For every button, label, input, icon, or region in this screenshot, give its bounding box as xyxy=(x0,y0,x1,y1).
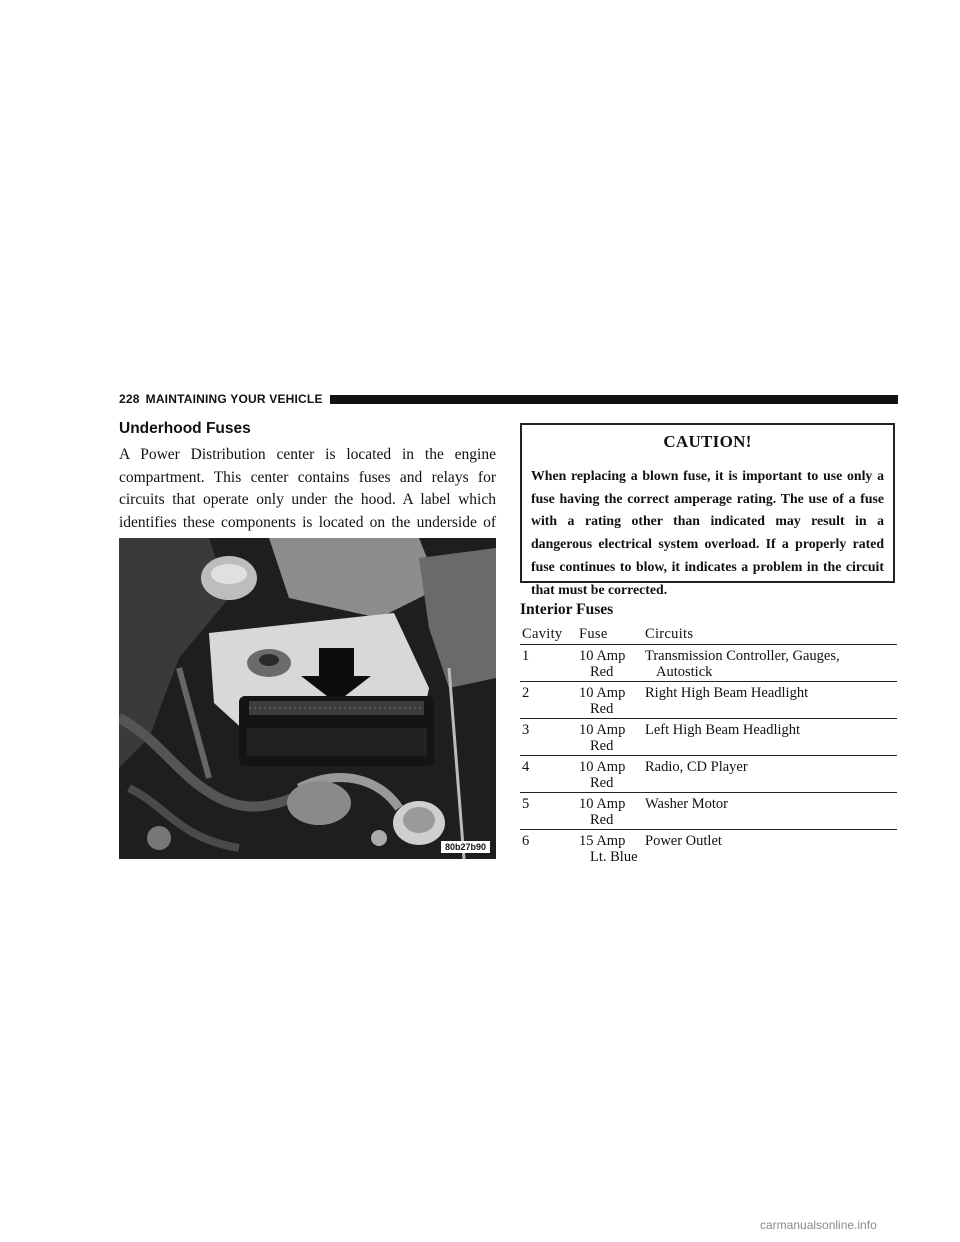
cavity-cell: 2 xyxy=(520,682,579,719)
column-header-circuits: Circuits xyxy=(645,626,897,645)
cavity-cell: 6 xyxy=(522,833,530,849)
fuse-cell xyxy=(579,830,645,867)
fuse-amp: 10 Amp xyxy=(579,796,626,812)
underhood-paragraph: A Power Distribution center is located in the engine compartment. This center contains fuses and relays for circuits that operate only under the hood. A label which identifies these components is located on the underside of xyxy=(119,446,496,531)
section-title: MAINTAINING YOUR VEHICLE xyxy=(145,392,323,406)
cavity-cell: 3 xyxy=(520,719,579,756)
table-row xyxy=(520,645,897,682)
fuse-color: Red xyxy=(590,775,614,791)
circuit-line-continued: Autostick xyxy=(656,664,713,680)
circuits-cell xyxy=(645,682,897,719)
table-row xyxy=(520,830,897,867)
cavity-cell: 4 xyxy=(520,756,579,793)
watermark-text: carmanualsonline.info xyxy=(760,1218,877,1232)
fuse-cell xyxy=(579,645,645,682)
circuit-line: Left High Beam Headlight xyxy=(645,722,801,738)
cavity-cell: 5 xyxy=(520,793,579,830)
fuse-amp: 10 Amp xyxy=(579,685,626,701)
fuse-amp: 10 Amp xyxy=(579,722,626,738)
fuse-color: Red xyxy=(590,701,614,717)
fuse-amp: 10 Amp xyxy=(579,759,626,775)
interior-fuses-heading: Interior Fuses xyxy=(520,601,614,618)
table-row xyxy=(520,682,897,719)
table-row xyxy=(520,756,897,793)
column-header-cavity: Cavity xyxy=(520,626,579,645)
caution-box xyxy=(520,423,895,597)
table-row xyxy=(520,719,897,756)
circuit-line: Power Outlet xyxy=(645,833,722,849)
circuit-line: Washer Motor xyxy=(645,796,728,812)
caution-title: CAUTION! xyxy=(663,432,752,451)
circuits-cell xyxy=(645,793,897,830)
circuit-line: Transmission Controller, Gauges, xyxy=(645,648,840,664)
underhood-heading: Underhood Fuses xyxy=(119,420,251,437)
fuse-cell xyxy=(579,719,645,756)
table-row xyxy=(520,793,897,830)
circuits-cell xyxy=(645,830,897,867)
fuse-cell xyxy=(579,682,645,719)
fuse-cell xyxy=(579,756,645,793)
engine-bay-photo xyxy=(119,538,496,859)
cavity-cell: 1 xyxy=(520,645,579,682)
page-header xyxy=(119,390,898,408)
column-header-fuse: Fuse xyxy=(579,626,645,645)
page-number: 228 xyxy=(119,392,140,406)
circuit-line: Right High Beam Headlight xyxy=(645,685,809,701)
circuits-cell xyxy=(645,645,897,682)
left-column xyxy=(119,420,496,557)
fuse-amp: 10 Amp xyxy=(579,648,626,664)
fuse-amp: 15 Amp xyxy=(579,833,626,849)
interior-fuse-table xyxy=(520,626,897,866)
circuits-cell xyxy=(645,756,897,793)
engine-bay-illustration xyxy=(119,538,496,859)
table-header-row xyxy=(520,626,897,645)
circuits-cell xyxy=(645,719,897,756)
caution-body: When replacing a blown fuse, it is important to use only a fuse having the correct amperage rating. The use of a fuse with a rating other than indicated may result in a dangerous electrical system overload. If a properly rated fuse continues to blow, it indicates a problem in the circuit that must be corrected. xyxy=(531,468,884,597)
fuse-color: Red xyxy=(590,664,614,680)
fuse-color: Lt. Blue xyxy=(590,849,638,865)
circuit-line: Radio, CD Player xyxy=(645,759,748,775)
fuse-color: Red xyxy=(590,812,614,828)
header-rule xyxy=(330,395,898,404)
fuse-cell xyxy=(579,793,645,830)
figure-code: 80b27b90 xyxy=(441,841,490,853)
fuse-color: Red xyxy=(590,738,614,754)
